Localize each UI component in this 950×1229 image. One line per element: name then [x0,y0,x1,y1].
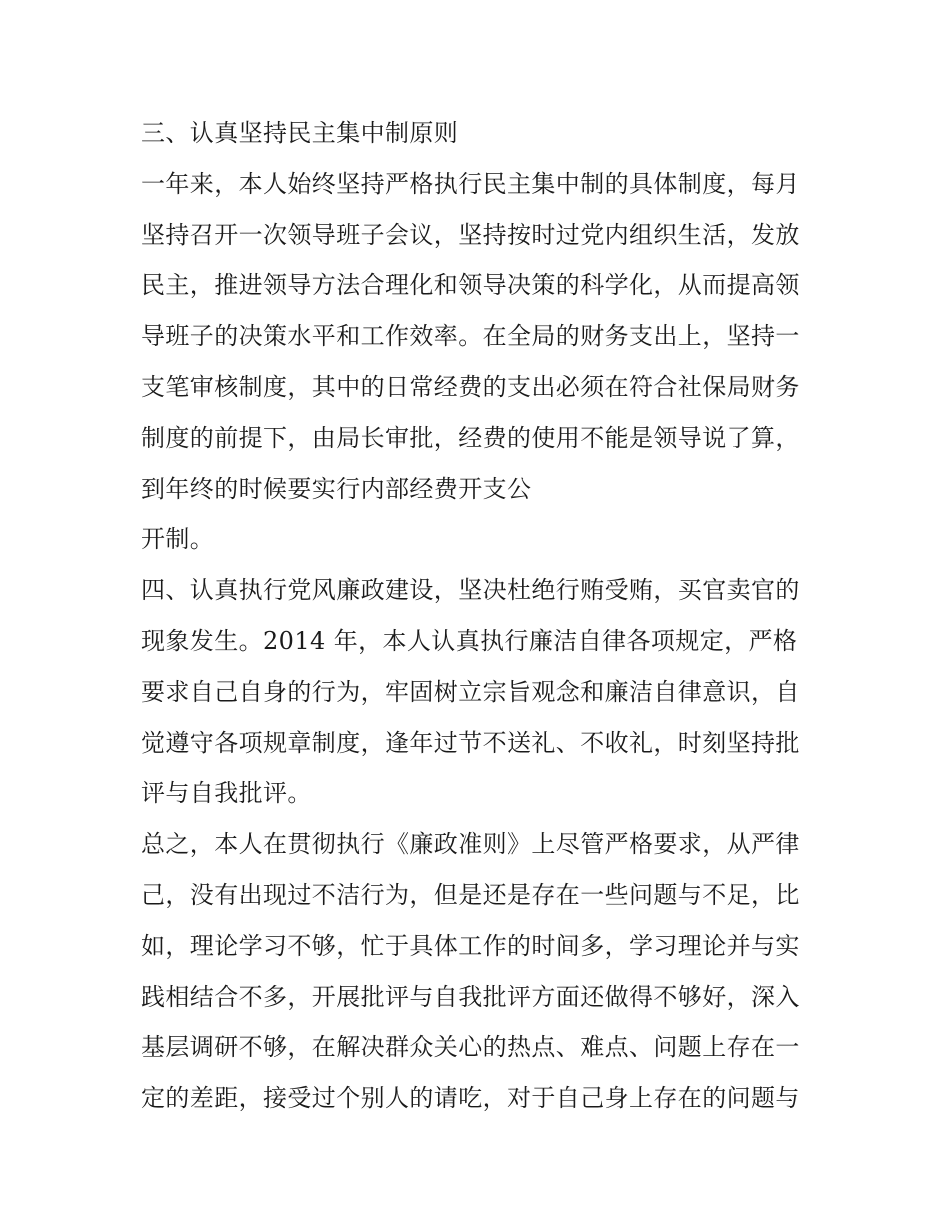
summary-paragraph-line: 己，没有出现过不洁行为，但是还是存在一些问题与不足，比 [141,880,800,909]
paragraph-line: 一年来，本人始终坚持严格执行民主集中制的具体制度，每月 [141,169,800,198]
paragraph-line: 觉遵守各项规章制度，逢年过节不送礼、不收礼，时刻坚持批 [141,728,800,757]
paragraph-line: 坚持召开一次领导班子会议，坚持按时过党内组织生活，发放 [141,220,800,249]
paragraph-line: 现象发生。2014 年，本人认真执行廉洁自律各项规定，严格 [141,626,798,655]
paragraph-line: 民主，推进领导方法合理化和领导决策的科学化，从而提高领 [141,271,800,300]
paragraph-line: 导班子的决策水平和工作效率。在全局的财务支出上，坚持一 [141,322,800,351]
summary-paragraph-line: 定的差距，接受过个别人的请吃，对于自己身上存在的问题与 [141,1084,800,1113]
paragraph-line: 支笔审核制度，其中的日常经费的支出必须在符合社保局财务 [141,372,800,401]
paragraph-line: 评与自我批评。 [141,779,312,808]
summary-paragraph-line: 总之，本人在贯彻执行《廉政准则》上尽管严格要求，从严律 [141,830,800,859]
paragraph-line: 开制。 [141,525,215,554]
heading-section-four: 四、认真执行党风廉政建设，坚决杜绝行贿受贿，买官卖官的 [141,576,800,605]
summary-paragraph-line: 基层调研不够，在解决群众关心的热点、难点、问题上存在一 [141,1033,800,1062]
paragraph-line: 要求自己自身的行为，牢固树立宗旨观念和廉洁自律意识，自 [141,677,800,706]
heading-section-three: 三、认真坚持民主集中制原则 [141,119,459,147]
paragraph-line: 到年终的时候要实行内部经费开支公 [141,474,532,503]
summary-paragraph-line: 如，理论学习不够，忙于具体工作的时间多，学习理论并与实 [141,931,800,960]
paragraph-line: 制度的前提下，由局长审批，经费的使用不能是领导说了算， [141,423,800,452]
summary-paragraph-line: 践相结合不多，开展批评与自我批评方面还做得不够好，深入 [141,982,800,1011]
document-body [141,108,821,1124]
